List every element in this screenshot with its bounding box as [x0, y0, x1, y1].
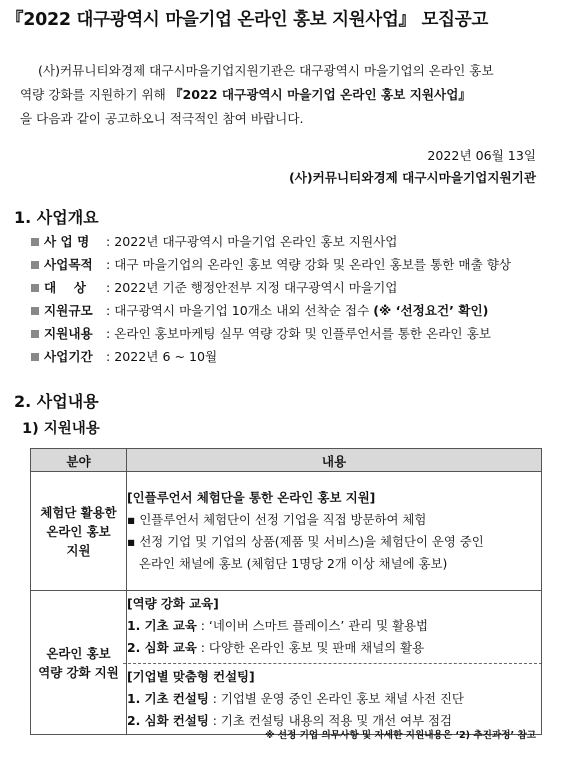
intro-line-2-prefix: 역량 강화를 지원하기 위해 — [20, 87, 170, 102]
overview-label: 사 업 명 — [44, 234, 90, 249]
content-heading: [역량 강화 교육] — [127, 596, 219, 611]
category-line: 체험단 활용한 — [40, 504, 117, 520]
category-cell — [31, 472, 127, 591]
overview-item — [31, 231, 397, 253]
content-bullet: ▪ 인플루언서 체험단이 선정 기업을 직접 방문하여 체험 — [127, 512, 427, 527]
announcement-date: 2022년 06월 13일 — [427, 148, 536, 163]
overview-item — [31, 323, 491, 345]
intro-line-3: 을 다음과 같이 공고하오니 적극적인 참여 바랍니다. — [20, 111, 304, 126]
content-cell — [127, 472, 542, 591]
education-label: 2. 심화 교육 — [127, 640, 197, 655]
overview-label: 지원규모 — [44, 303, 93, 318]
overview-item — [31, 254, 511, 276]
square-bullet-icon — [31, 330, 39, 338]
column-header-content: 내용 — [127, 449, 542, 472]
intro-line-1: (사)커뮤니티와경제 대구시마을기업지원기관은 대구광역시 마을기업의 온라인 홍보 — [38, 63, 494, 78]
overview-value: : 대구광역시 마을기업 10개소 내외 선착순 접수 — [106, 303, 374, 318]
overview-label: 사업목적 — [44, 257, 93, 272]
category-cell — [31, 591, 127, 735]
support-content-table — [30, 448, 542, 735]
intro-program-name: 『2022 대구광역시 마을기업 온라인 홍보 지원사업』 — [169, 87, 471, 102]
education-item — [127, 637, 541, 659]
square-bullet-icon — [31, 261, 39, 269]
consulting-text: : 기업별 운영 중인 온라인 홍보 채널 사전 진단 — [208, 691, 464, 706]
section-1-heading: 1. 사업개요 — [14, 208, 99, 227]
overview-label: 지원내용 — [44, 326, 93, 341]
overview-value: : 온라인 홍보마케팅 실무 역량 강화 및 인플루언서를 통한 온라인 홍보 — [106, 326, 491, 341]
education-text: : ‘네이버 스마트 플레이스’ 관리 및 활용법 — [196, 618, 428, 633]
education-label: 1. 기초 교육 — [127, 618, 197, 633]
content-bullet: ▪ 선정 기업 및 기업의 상품(제품 및 서비스)을 체험단이 운영 중인 — [127, 534, 484, 549]
category-line: 역량 강화 지원 — [38, 664, 119, 680]
consulting-label: 2. 심화 컨설팅 — [127, 713, 209, 728]
overview-item — [31, 300, 488, 322]
content-heading: [기업별 맞춤형 컨설팅] — [127, 669, 255, 684]
overview-item — [31, 277, 397, 299]
section-2-subheading: 1) 지원내용 — [22, 421, 100, 437]
overview-item — [31, 346, 217, 368]
column-header-field: 분야 — [31, 449, 127, 472]
section-2-heading: 2. 사업내용 — [14, 392, 99, 411]
table-row — [31, 472, 542, 591]
intro-paragraph — [20, 59, 548, 131]
content-bullet-continuation: 온라인 채널에 홍보 (체험단 1명당 2개 이상 채널에 홍보) — [139, 556, 448, 571]
consulting-label: 1. 기초 컨설팅 — [127, 691, 209, 706]
selection-criteria-note: (※ ‘선정요건’ 확인) — [373, 303, 489, 318]
education-text: : 다양한 온라인 홍보 및 판매 채널의 활용 — [196, 640, 425, 655]
table-header-row — [31, 449, 542, 472]
overview-value: : 2022년 6 ~ 10월 — [106, 349, 218, 364]
footnote: ※ 선정 기업 의무사항 및 자세한 지원내용은 ‘2) 추진과정’ 참고 — [265, 730, 536, 741]
table-row — [31, 591, 542, 735]
consulting-item — [123, 688, 542, 710]
intro-line-2 — [20, 83, 548, 107]
overview-label: 대 상 — [44, 280, 86, 295]
category-line: 온라인 홍보 — [46, 523, 111, 539]
category-line: 지원 — [66, 542, 91, 558]
document-title: 『2022 대구광역시 마을기업 온라인 홍보 지원사업』 모집공고 — [6, 10, 488, 30]
category-line: 온라인 홍보 — [46, 645, 111, 661]
square-bullet-icon — [31, 284, 39, 292]
consulting-text: : 기초 컨설팅 내용의 적용 및 개선 여부 점검 — [208, 713, 452, 728]
square-bullet-icon — [31, 307, 39, 315]
overview-value: : 대구 마을기업의 온라인 홍보 역량 강화 및 온라인 홍보를 통한 매출 향상 — [106, 257, 512, 272]
square-bullet-icon — [31, 353, 39, 361]
square-bullet-icon — [31, 238, 39, 246]
content-cell — [127, 591, 542, 735]
overview-value: : 2022년 기준 행정안전부 지정 대구광역시 마을기업 — [106, 280, 398, 295]
overview-value: : 2022년 대구광역시 마을기업 온라인 홍보 지원사업 — [106, 234, 398, 249]
education-item — [127, 615, 541, 637]
content-heading: [인플루언서 체험단을 통한 온라인 홍보 지원] — [127, 490, 376, 505]
organization-name: (사)커뮤니티와경제 대구시마을기업지원기관 — [288, 170, 536, 185]
overview-label: 사업기간 — [44, 349, 93, 364]
dashed-divider — [123, 663, 542, 732]
